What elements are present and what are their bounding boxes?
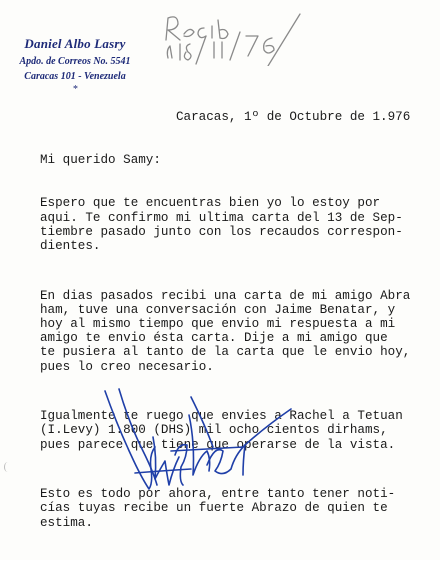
paragraph-1: Espero que te encuentras bien yo lo estoy por aqui. Te confirmo mi ultima carta del 13 de Sep- tiembre pasado junto con los recaudos correspon- dientes. [40, 196, 403, 254]
paragraph-3: Igualmente te ruego que envies a Rachel a Tetuan (I.Levy) 1.800 (DHS) mil ocho cientos dirhams, pues parece que tiene que operarse de la vista. [40, 409, 403, 452]
letterhead [0, 36, 150, 95]
letter-date: Caracas, 1º de Octubre de 1.976 [176, 110, 411, 124]
sender-name: Daniel Albo Lasry [24, 36, 126, 51]
sender-city: Caracas 101 - Venezuela [24, 71, 126, 82]
handwritten-signature [95, 385, 295, 505]
sender-po-box: Apdo. de Correos No. 5541 [19, 56, 131, 67]
letter-greeting: Mi querido Samy: [40, 153, 161, 167]
received-annotation [160, 6, 310, 66]
letterhead-mark: * [72, 84, 78, 95]
paragraph-2: En dias pasados recibi una carta de mi amigo Abra ham, tuve una conversación con Jaime Benatar, y hoy al mismo tiempo que envio mi respuesta a mi amigo te envio ésta carta. Dije a mi amigo que te pusiera al tanto de la carta que le envio hoy, pues lo creo necesario. [40, 288, 411, 374]
punch-hole-mark [4, 462, 11, 472]
letter-body [40, 168, 410, 565]
paragraph-4: Esto es todo por ahora, entre tanto tener noti- cías tuyas recibe un fuerte Abrazo de quien te estima. [40, 487, 396, 530]
